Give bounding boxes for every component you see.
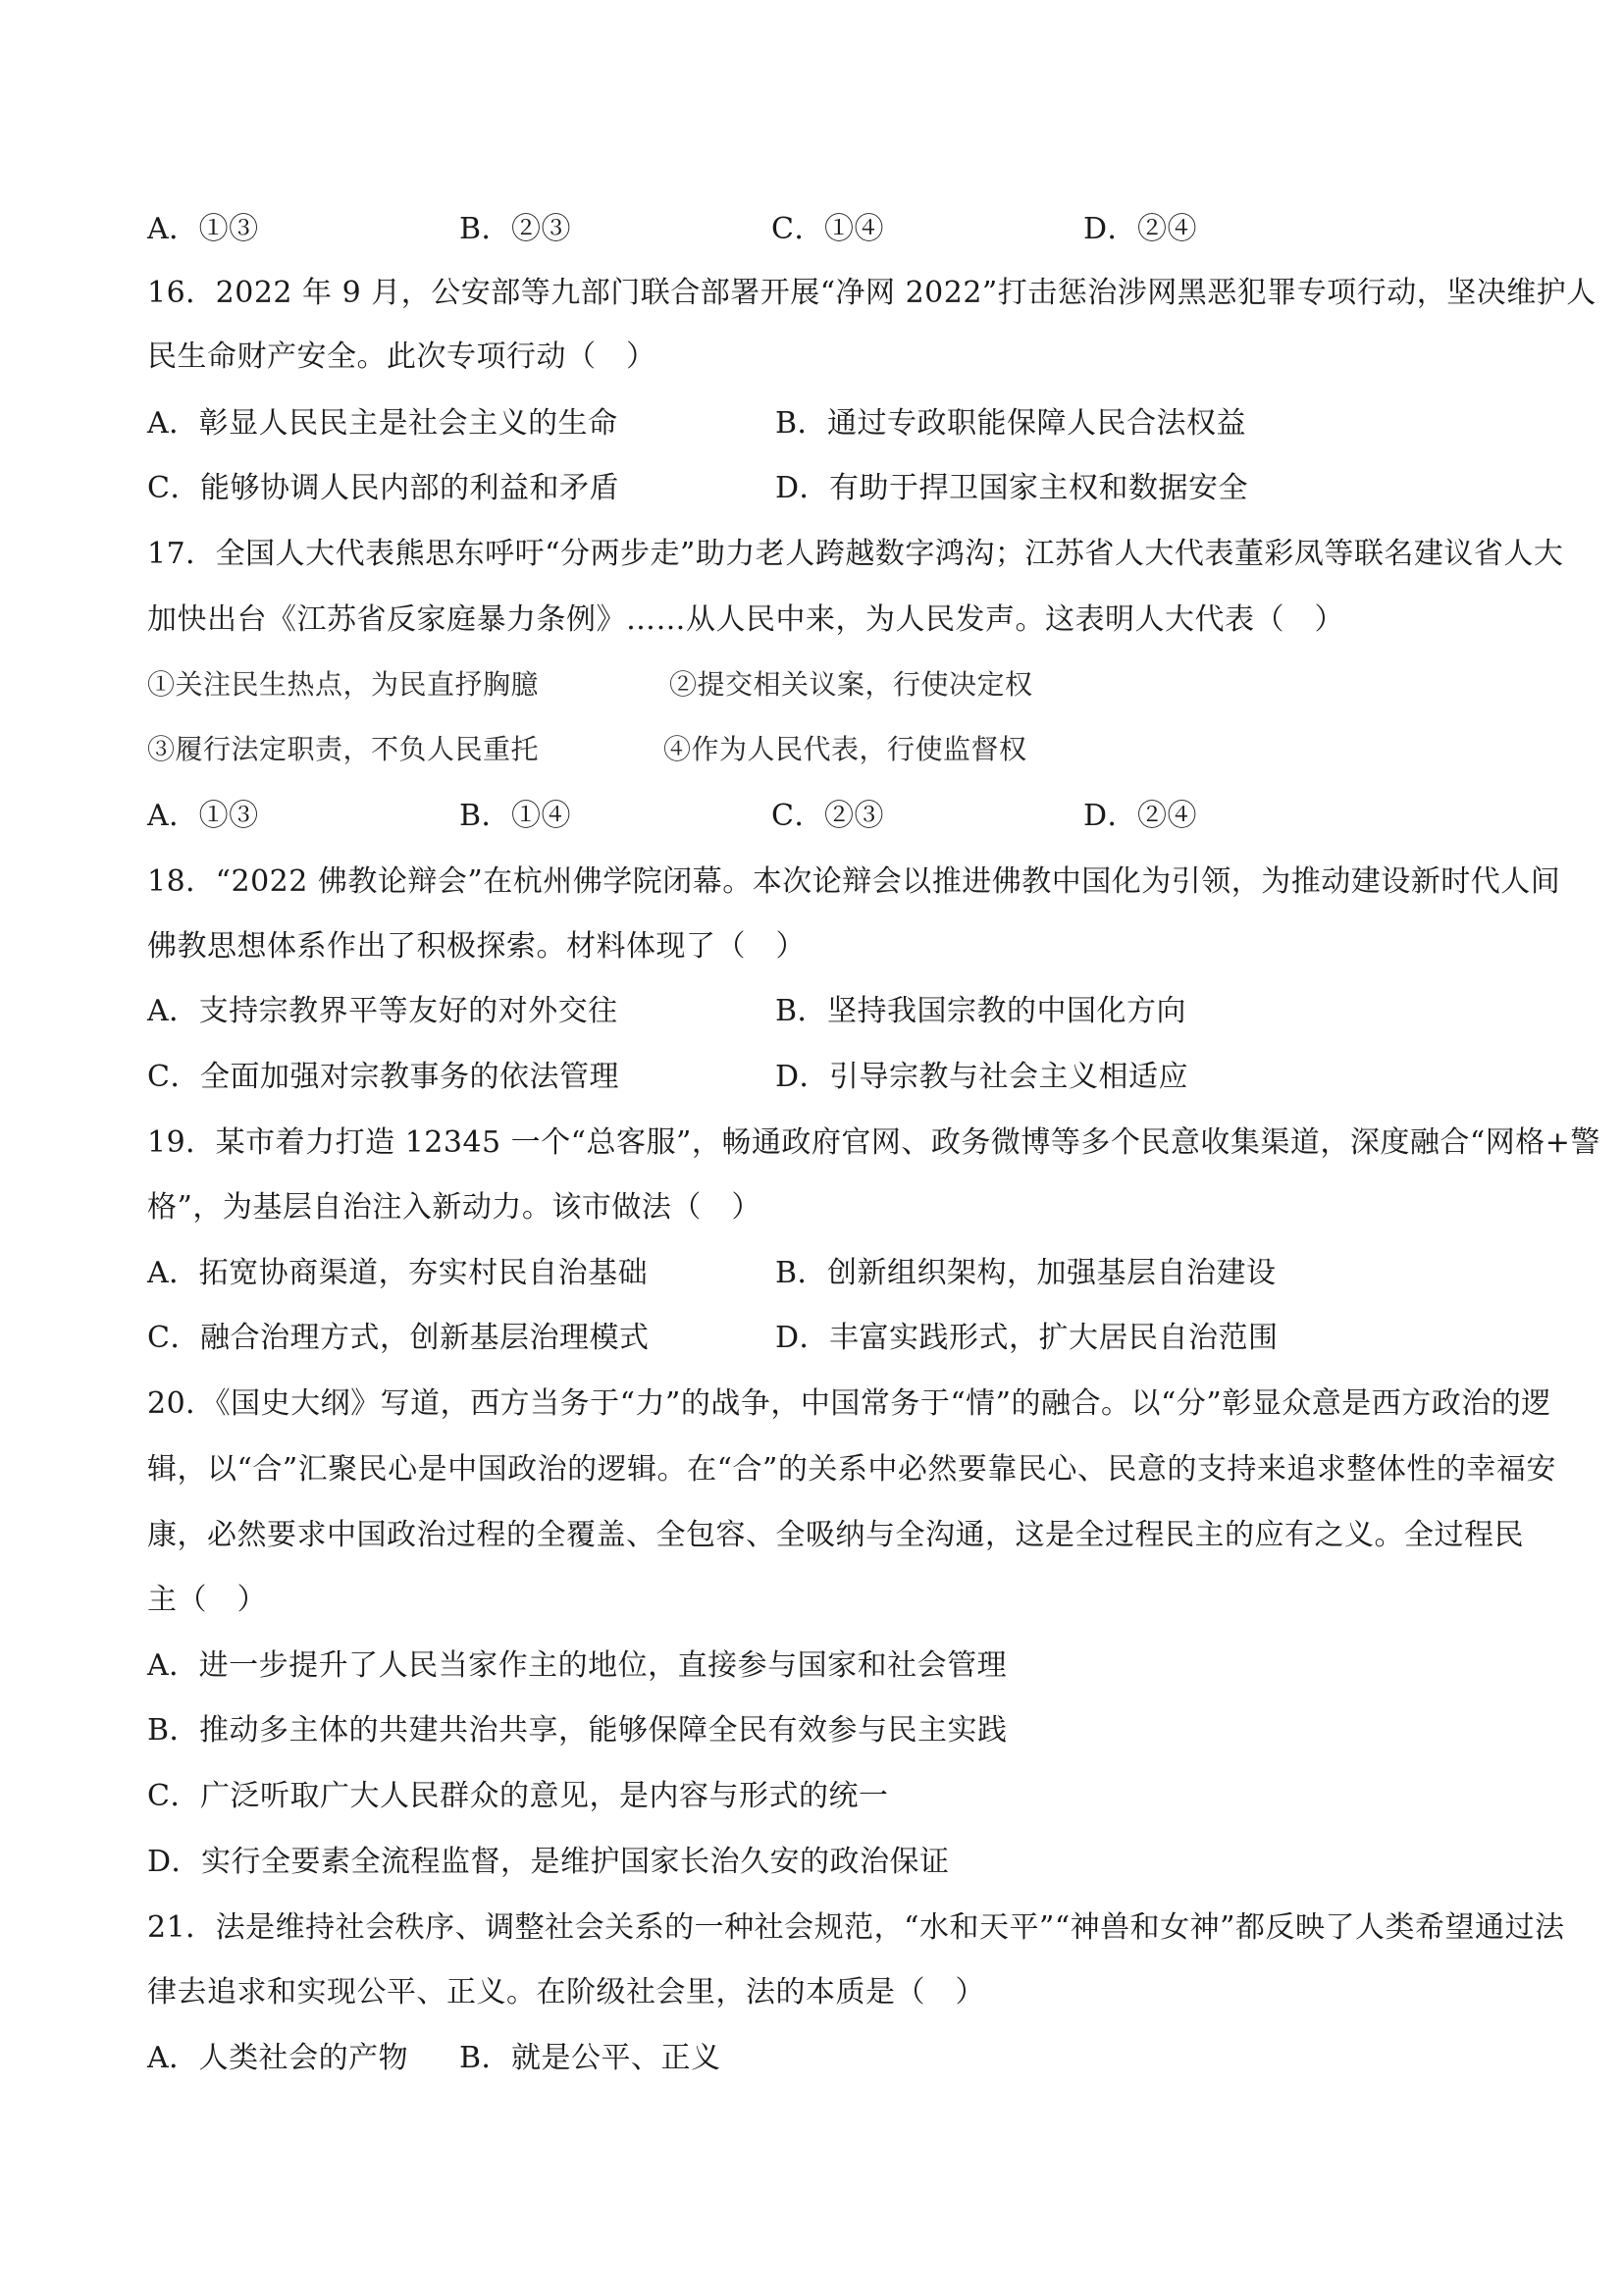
q17-statements-row-2 [147, 732, 1482, 767]
option-b[interactable]: B．创新组织架构，加强基层自治建设 [775, 1256, 1277, 1290]
q19-options-row-1 [147, 1256, 1482, 1291]
q17-stem-line-1: 17．全国人大代表熊思东呼吁“分两步走”助力老人跨越数字鸿沟；江苏省人大代表董彩凤等联名建议省人大 [147, 537, 1564, 571]
q16-options-row-2 [147, 471, 1482, 506]
option-d[interactable]: D．②④ [1083, 212, 1198, 246]
q19-stem-line-1: 19．某市着力打造 12345 一个“总客服”，畅通政府官网、政务微博等多个民意收集渠道，深度融合“网格+警 [147, 1125, 1600, 1160]
option-c[interactable]: C．①④ [771, 212, 884, 246]
q16-options-row-1 [147, 406, 1482, 442]
q18-stem-line-1: 18．“2022 佛教论辩会”在杭州佛学院闭幕。本次论辩会以推进佛教中国化为引领，为推动建设新时代人间 [147, 864, 1561, 899]
q17-statements-row-1 [147, 667, 1482, 703]
option-d[interactable]: D．实行全要素全流程监督，是维护国家长治久安的政治保证 [147, 1845, 950, 1879]
option-a[interactable]: A．①③ [147, 212, 259, 246]
statement-1: ①关注民生热点，为民直抒胸臆 [147, 668, 540, 701]
option-a[interactable]: A．①③ [147, 799, 259, 833]
option-a[interactable]: A．彰显人民民主是社会主义的生命 [147, 406, 618, 441]
statement-3: ③履行法定职责，不负人民重托 [147, 733, 540, 765]
option-b[interactable]: B．①④ [459, 799, 572, 833]
option-b[interactable]: B．坚持我国宗教的中国化方向 [775, 994, 1187, 1028]
q20-stem-line-3: 康，必然要求中国政治过程的全覆盖、全包容、全吸纳与全沟通，这是全过程民主的应有之义。全过程民 [147, 1518, 1524, 1552]
q18-options-row-1 [147, 994, 1482, 1029]
option-d[interactable]: D．引导宗教与社会主义相适应 [775, 1060, 1189, 1094]
option-d[interactable]: D．丰富实践形式，扩大居民自治范围 [775, 1321, 1279, 1355]
option-c[interactable]: C．全面加强对宗教事务的依法管理 [147, 1060, 619, 1094]
q16-stem-line-2: 民生命财产安全。此次专项行动（ ） [147, 339, 656, 374]
option-d[interactable]: D．②④ [1083, 799, 1198, 833]
option-c[interactable]: C．融合治理方式，创新基层治理模式 [147, 1321, 650, 1355]
option-c[interactable]: C．②③ [771, 799, 884, 833]
q20-stem-line-4: 主（ ） [147, 1583, 267, 1617]
q17-stem-line-2: 加快出台《江苏省反家庭暴力条例》……从人民中来，为人民发声。这表明人大代表（ ） [147, 602, 1344, 637]
q19-options-row-2 [147, 1321, 1482, 1356]
q15-options [147, 212, 1482, 247]
statement-4: ④作为人民代表，行使监督权 [663, 733, 1027, 765]
q18-options-row-2 [147, 1060, 1482, 1095]
q20-stem-line-2: 辑，以“合”汇聚民心是中国政治的逻辑。在“合”的关系中必然要靠民心、民意的支持来追求整体性的幸福安 [147, 1452, 1556, 1487]
option-c[interactable]: C．能够协调人民内部的利益和矛盾 [147, 471, 619, 505]
q21-stem-line-1: 21．法是维持社会秩序、调整社会关系的一种社会规范，“水和天平”“神兽和女神”都反映了人类希望通过法 [147, 1910, 1565, 1945]
option-a[interactable]: A．拓宽协商渠道，夯实村民自治基础 [147, 1256, 649, 1290]
option-a[interactable]: A．支持宗教界平等友好的对外交往 [147, 994, 618, 1028]
q17-options [147, 799, 1482, 834]
option-d[interactable]: D．有助于捍卫国家主权和数据安全 [775, 471, 1249, 505]
option-a[interactable]: A．进一步提升了人民当家作主的地位，直接参与国家和社会管理 [147, 1648, 1008, 1683]
q20-stem-line-1: 20．《国史大纲》写道，西方当务于“力”的战争，中国常务于“情”的融合。以“分”彰显众意是西方政治的逻 [147, 1386, 1551, 1421]
option-b[interactable]: B．②③ [459, 212, 572, 246]
option-b[interactable]: B．推动多主体的共建共治共享，能够保障全民有效参与民主实践 [147, 1713, 1008, 1748]
option-b[interactable]: B．通过专政职能保障人民合法权益 [775, 406, 1247, 441]
q18-stem-line-2: 佛教思想体系作出了积极探索。材料体现了（ ） [147, 929, 806, 964]
option-c[interactable]: C．广泛听取广大人民群众的意见，是内容与形式的统一 [147, 1779, 889, 1813]
option-b[interactable]: B．就是公平、正义 [459, 2041, 721, 2075]
q19-stem-line-2: 格”，为基层自治注入新动力。该市做法（ ） [147, 1190, 761, 1225]
q16-stem-line-1: 16．2022 年 9 月，公安部等九部门联合部署开展“净网 2022”打击惩治涉网黑恶犯罪专项行动，坚决维护人 [147, 276, 1597, 310]
statement-2: ②提交相关议案，行使决定权 [669, 668, 1033, 701]
q21-options [147, 2041, 1482, 2076]
q21-stem-line-2: 律去追求和实现公平、正义。在阶级社会里，法的本质是（ ） [147, 1975, 985, 2009]
option-a[interactable]: A．人类社会的产物 [147, 2041, 409, 2075]
